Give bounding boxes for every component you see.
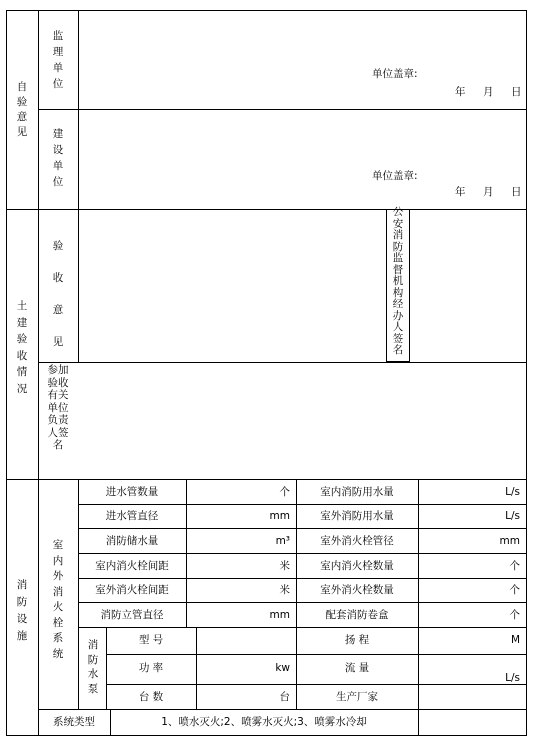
- row-5-right-label: 室外消火栓数量: [320, 584, 394, 596]
- divider: [106, 654, 527, 655]
- row-4-left-unit: 米: [279, 560, 290, 572]
- divider: [78, 504, 527, 505]
- pump-manufacturer-label: 生产厂家: [336, 691, 378, 703]
- pump-flow-label: 流 量: [344, 662, 370, 674]
- divider: [106, 684, 527, 685]
- row-5-left-unit: 米: [279, 584, 290, 596]
- divider: [38, 10, 39, 479]
- row-1-right-label: 室内消防用水量: [320, 486, 394, 498]
- divider: [6, 479, 527, 480]
- row-6-right-unit: 个: [509, 609, 520, 621]
- row-6-left-label: 消防立管直径: [100, 609, 164, 621]
- row-3-right-unit: mm: [499, 535, 520, 547]
- construction-month: 月: [483, 186, 494, 198]
- divider: [38, 479, 39, 736]
- pump-head-unit: M: [510, 634, 520, 646]
- row-2-left-unit: mm: [269, 510, 290, 522]
- divider: [78, 578, 527, 579]
- pump-flow-unit: L/s: [505, 672, 520, 684]
- divider: [78, 553, 527, 554]
- construction-unit-label: 建设单位: [52, 128, 64, 188]
- divider: [78, 209, 79, 362]
- pump-count-label: 台 数: [138, 691, 164, 703]
- row-5-right-unit: 个: [509, 584, 520, 596]
- row-3-left-label: 消防储水量: [105, 535, 159, 547]
- self-check-opinion-heading: 自验意见: [16, 81, 28, 138]
- divider: [6, 209, 527, 210]
- hydrant-system-label: 室内外消火栓系统: [52, 539, 64, 660]
- row-4-right-label: 室内消火栓数量: [320, 560, 394, 572]
- system-type-value: 1、喷水灭火;2、喷雾水灭火;3、喷雾水冷却: [161, 716, 367, 728]
- pump-count-unit: 台: [279, 691, 290, 703]
- fire-facilities-heading: 消防设施: [16, 579, 28, 642]
- row-5-left-label: 室外消火栓间距: [95, 584, 169, 596]
- row-2-left-label: 进水管直径: [105, 510, 159, 522]
- civil-acceptance-heading: 土建验收情况: [16, 300, 28, 395]
- row-4-left-label: 室内消火栓间距: [95, 560, 169, 572]
- construction-year: 年: [455, 186, 466, 198]
- pump-power-unit: kw: [275, 662, 290, 674]
- pump-head-label: 扬 程: [344, 634, 370, 646]
- pump-power-label: 功 率: [138, 662, 164, 674]
- system-type-label: 系统类型: [53, 716, 95, 728]
- supervision-day: 日: [511, 86, 522, 98]
- acceptance-opinion-label: 验收意见: [52, 240, 64, 348]
- participants-signature-label: 参加验收有关单位负责人签名: [47, 364, 69, 451]
- divider: [38, 362, 527, 363]
- divider: [78, 528, 527, 529]
- row-6-left-unit: mm: [269, 609, 290, 621]
- row-1-left-label: 进水管数量: [105, 486, 159, 498]
- supervision-unit-label: 监理单位: [52, 30, 64, 90]
- row-2-right-label: 室外消防用水量: [320, 510, 394, 522]
- divider: [38, 709, 527, 710]
- divider: [78, 10, 79, 210]
- row-3-left-unit: m³: [275, 535, 290, 547]
- construction-day: 日: [511, 186, 522, 198]
- row-2-right-unit: L/s: [505, 510, 520, 522]
- divider: [78, 627, 527, 628]
- pump-model-label: 型 号: [138, 634, 164, 646]
- supervision-month: 月: [483, 86, 494, 98]
- row-1-right-unit: L/s: [505, 486, 520, 498]
- supervision-seal-label: 单位盖章:: [372, 68, 418, 80]
- row-4-right-unit: 个: [509, 560, 520, 572]
- divider: [38, 109, 527, 110]
- row-3-right-label: 室外消火栓管径: [320, 535, 394, 547]
- row-6-right-label: 配套消防卷盒: [325, 609, 389, 621]
- supervision-year: 年: [455, 86, 466, 98]
- divider: [78, 602, 527, 603]
- row-1-left-unit: 个: [279, 486, 290, 498]
- fire-pump-label: 消防水泵: [87, 639, 99, 695]
- construction-seal-label: 单位盖章:: [372, 170, 418, 182]
- fire-officer-signature-label: 公安消防监督机构经办人签名: [392, 206, 404, 356]
